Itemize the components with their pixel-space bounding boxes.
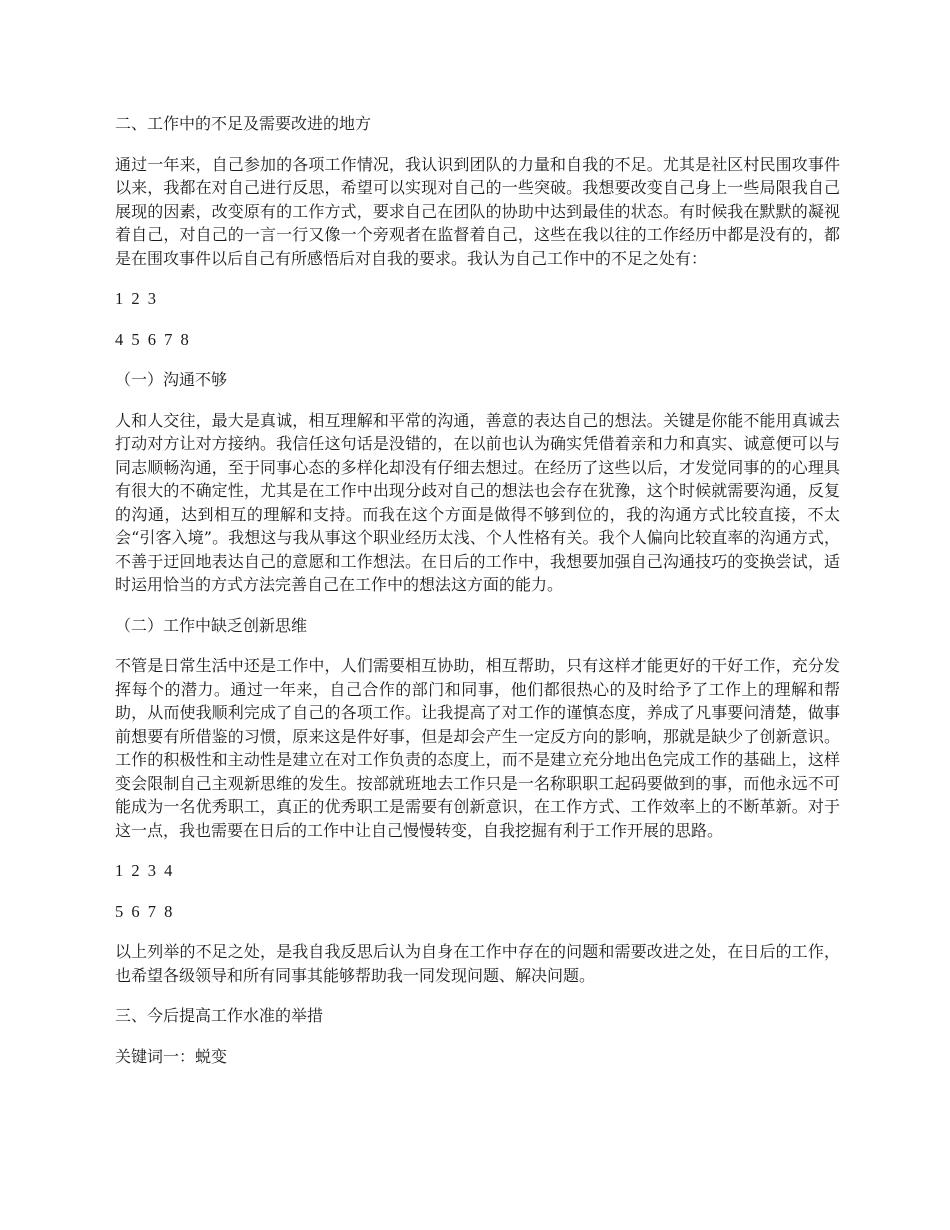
subsection-2-heading: （二）工作中缺乏创新思维 bbox=[115, 615, 308, 635]
subsection-1-paragraph: 人和人交往，最大是真诚，相互理解和平常的沟通，善意的表达自己的想法。关键是你能不能用真诚去打动对方让对方接纳。我信任这句话是没错的，在以前也认为确实凭借着亲和力和真实、诚意便可以与同志顺畅沟通，至于同事心态的多样化却没有仔细去想过。在经历了这些以后，才发觉同事的的心理具有很大的不确定性，尤其是在工作中出现分歧对自己的想法也会存在犹豫，这个时候就需要沟通，反复的沟通，达到相互的理解和支持。而我在这个方面是做得不够到位的，我的沟通方式比较直接，不太会“引客入境”。我想这与我从事这个职业经历太浅、个人性格有关。我个人偏向比较直率的沟通方式，不善于迂回地表达自己的意愿和工作想法。在日后的工作中，我想要加强自己沟通技巧的变换尝试，适时运用恰当的方式方法完善自己在工作中的想法这方面的能力。 bbox=[115, 410, 840, 594]
summary-paragraph: 以上列举的不足之处，是我自我反思后认为自身在工作中存在的问题和需要改进之处，在日后的工作，也希望各级领导和所有同事其能够帮助我一同发现问题、解决问题。 bbox=[115, 942, 840, 985]
number-list-2: 4 5 6 7 8 bbox=[115, 329, 190, 349]
number-list-4: 5 6 7 8 bbox=[115, 901, 174, 921]
subsection-2-paragraph: 不管是日常生活中还是工作中，人们需要相互协助，相互帮助，只有这样才能更好的干好工作，充分发挥每个的潜力。通过一年来，自己合作的部门和同事，他们都很热心的及时给予了工作上的理解和帮助，从而使我顺利完成了自己的各项工作。让我提高了对工作的谨慎态度，养成了凡事要问清楚，做事前想要有所借鉴的习惯，原来这是件好事，但是却会产生一定反方向的影响，那就是缺少了创新意识。工作的积极性和主动性是建立在对工作负责的态度上，而不是建立充分地出色完成工作的基础上，这样变会限制自己主观新思维的发生。按部就班地去工作只是一名称职职工起码要做到的事，而他永远不可能成为一名优秀职工，真正的优秀职工是需要有创新意识，在工作方式、工作效率上的不断革新。对于这一点，我也需要在日后的工作中让自己慢慢转变，自我挖掘有利于工作开展的思路。 bbox=[115, 656, 840, 840]
number-list-1: 1 2 3 bbox=[115, 289, 157, 308]
keyword-1: 关键词一：蜕变 bbox=[115, 1046, 228, 1066]
intro-paragraph: 通过一年来，自己参加的各项工作情况，我认识到团队的力量和自我的不足。尤其是社区村民围攻事件以来，我都在对自己进行反思，希望可以实现对自己的一些突破。我想要改变自己身上一些局限我自己展现的因素，改变原有的工作方式，要求自己在团队的协助中达到最佳的状态。有时候我在默默的凝视着自己，对自己的一言一行又像一个旁观者在监督着自己，这些在我以往的工作经历中都是没有的，都是在围攻事件以后自己有所感悟后对自我的要求。我认为自己工作中的不足之处有： bbox=[115, 154, 840, 268]
subsection-1-heading: （一）沟通不够 bbox=[115, 370, 228, 389]
number-list-3: 1 2 3 4 bbox=[115, 861, 174, 880]
section-3-heading: 三、今后提高工作水准的举措 bbox=[115, 1006, 324, 1025]
section-2-heading: 二、工作中的不足及需要改进的地方 bbox=[115, 114, 372, 133]
